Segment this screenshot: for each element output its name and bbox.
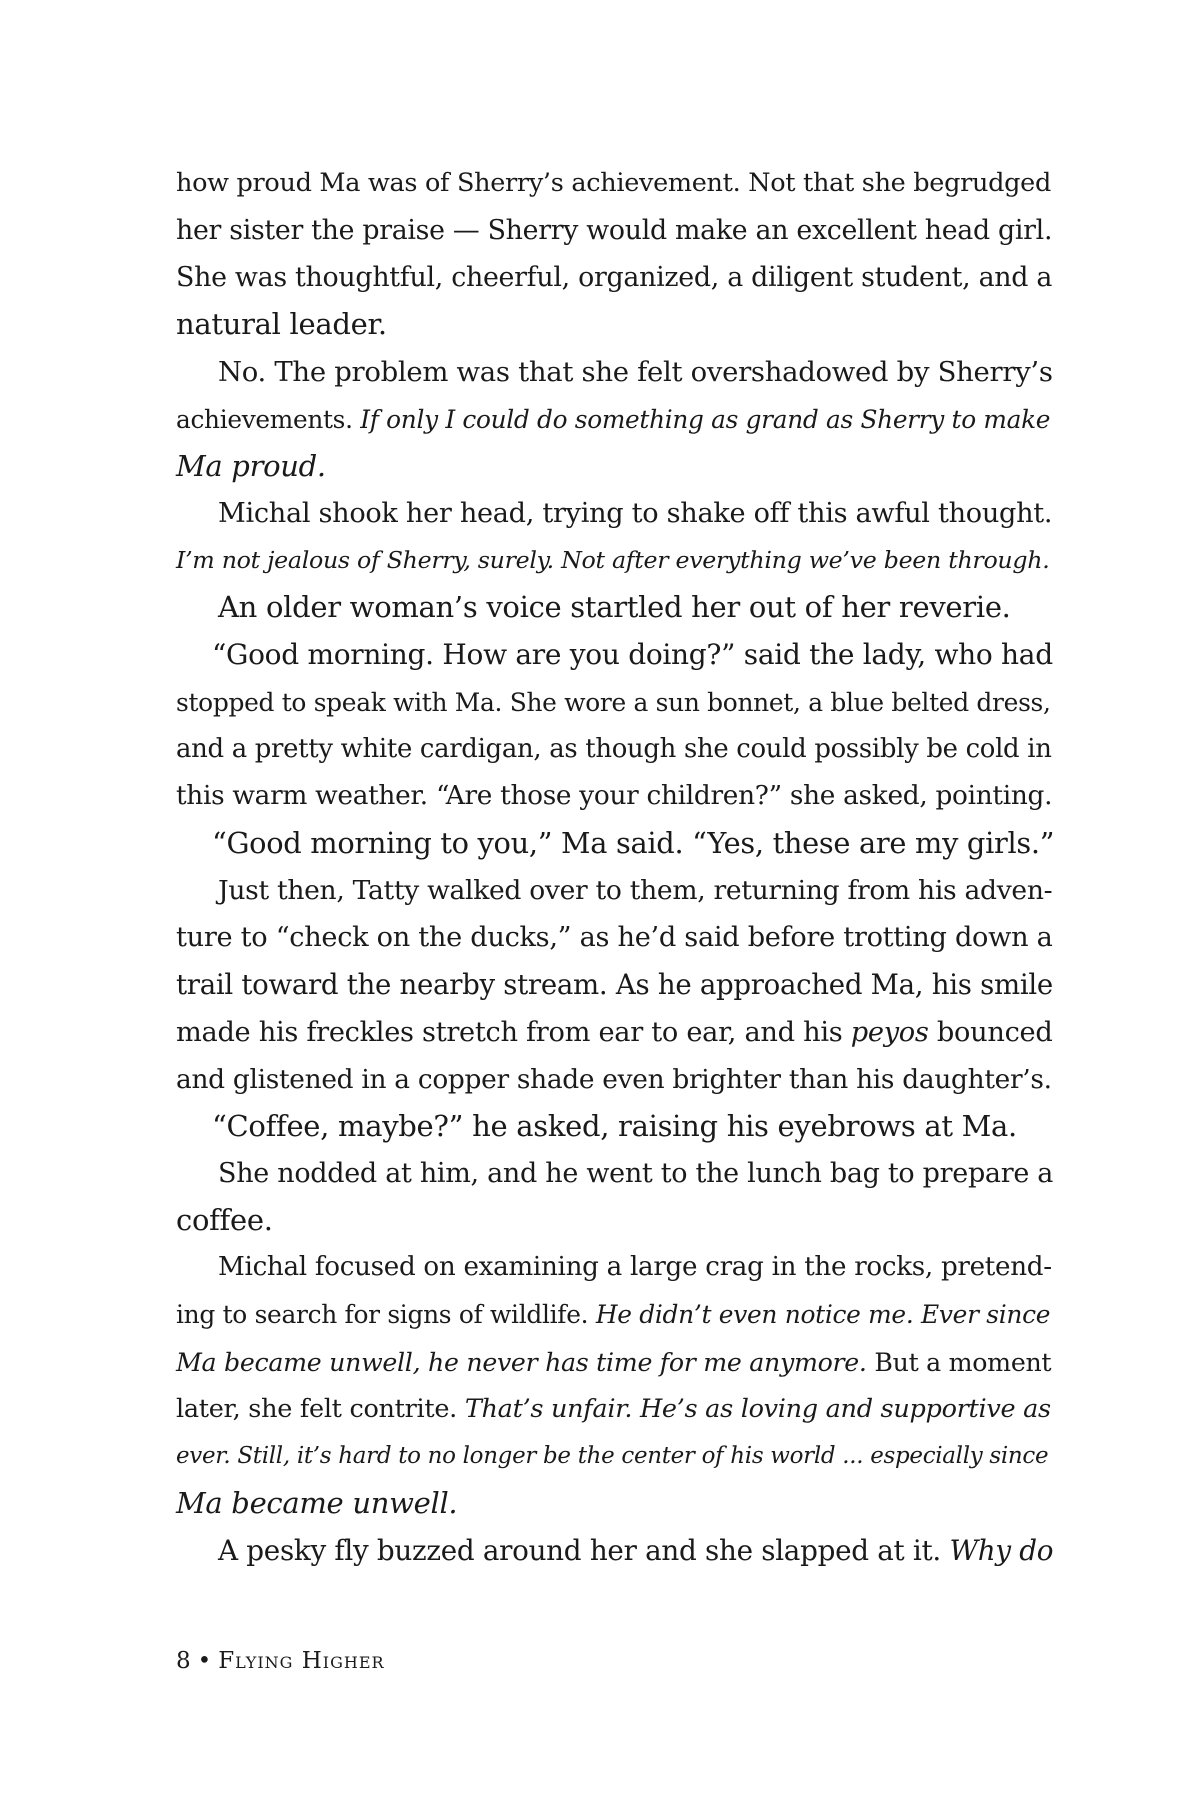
italic-text: Ma became unwell. xyxy=(176,1485,458,1520)
text: made his freckles stretch from ear to ear, and his xyxy=(176,1016,851,1048)
text: “Coffee, maybe?” he asked, raising his eyebrows at Ma. xyxy=(212,1108,1017,1143)
text-line xyxy=(176,1244,1054,1291)
text-line xyxy=(176,254,1054,301)
italic-text: If only I could do something as grand as Sherry to make xyxy=(360,404,1051,434)
text-line xyxy=(176,1056,1054,1103)
text: this warm weather. “Are those your children?” she asked, pointing. xyxy=(176,780,1053,811)
text: and glistened in a copper shade even brighter than his daughter’s. xyxy=(176,1063,1052,1095)
italic-text: Ma became unwell, he never has time for me anymore. xyxy=(176,1347,867,1377)
text-line xyxy=(176,631,1054,678)
text-line xyxy=(176,584,1054,631)
text-line xyxy=(176,443,1054,490)
text-line xyxy=(176,726,1054,773)
text-line xyxy=(176,679,1054,726)
text: coffee. xyxy=(176,1203,273,1238)
text: her sister the praise — Sherry would make an excellent head girl. xyxy=(176,215,1053,247)
italic-text: Why do xyxy=(949,1534,1054,1568)
text-line xyxy=(176,1197,1054,1244)
text-line xyxy=(176,867,1054,914)
text-line xyxy=(176,349,1054,396)
text-line xyxy=(176,914,1054,961)
text-line xyxy=(176,1527,1054,1574)
text: later, she felt contrite. xyxy=(176,1393,465,1424)
text-line xyxy=(176,773,1054,820)
text: But a moment xyxy=(866,1347,1052,1377)
text-line xyxy=(176,396,1054,443)
text: She nodded at him, and he went to the lunch bag to prepare a xyxy=(218,1157,1054,1189)
italic-text: That’s unfair. He’s as loving and supportive as xyxy=(464,1393,1051,1424)
text-line xyxy=(176,820,1054,867)
italic-text: I’m not jealous of Sherry, surely. Not after everything we’ve been through. xyxy=(176,546,1050,575)
footer-separator: • xyxy=(197,1648,213,1674)
text: how proud Ma was of Sherry’s achievement. Not that she begrudged xyxy=(176,168,1051,198)
text: trail toward the nearby stream. As he approached Ma, his smile xyxy=(176,968,1053,1002)
text: A pesky fly buzzed around her and she slapped at it. xyxy=(218,1534,950,1568)
italic-text: Ma proud. xyxy=(176,448,326,483)
text-line xyxy=(176,1291,1054,1338)
text-line xyxy=(176,537,1054,584)
text-line xyxy=(176,160,1054,207)
text: Michal shook her head, trying to shake off this awful thought. xyxy=(218,497,1053,529)
text-line xyxy=(176,1386,1054,1433)
text-line xyxy=(176,1480,1054,1527)
text: and a pretty white cardigan, as though she could possibly be cold in xyxy=(176,733,1052,764)
text-line xyxy=(176,1103,1054,1150)
text-line xyxy=(176,490,1054,537)
body-text xyxy=(176,160,1054,1574)
page-footer xyxy=(176,1648,385,1674)
text-line xyxy=(176,1339,1054,1386)
text: ture to “check on the ducks,” as he’d said before trotting down a xyxy=(176,922,1053,954)
running-title: Flying Higher xyxy=(218,1648,385,1674)
text: stopped to speak with Ma. She wore a sun bonnet, a blue belted dress, xyxy=(176,687,1051,717)
text-line xyxy=(176,207,1054,254)
text-line xyxy=(176,1150,1054,1197)
text: Michal focused on examining a large crag in the rocks, pretend- xyxy=(218,1252,1052,1283)
text: No. The problem was that she felt overshadowed by Sherry’s xyxy=(218,355,1053,388)
text-line xyxy=(176,1009,1054,1056)
text-line xyxy=(176,301,1054,348)
text: “Good morning to you,” Ma said. “Yes, these are my girls.” xyxy=(212,825,1055,860)
text-line xyxy=(176,1433,1054,1480)
text: ing to search for signs of wildlife. xyxy=(176,1300,596,1330)
text: natural leader. xyxy=(176,307,387,342)
text-line xyxy=(176,961,1054,1008)
text: bounced xyxy=(928,1016,1053,1048)
text: achievements. xyxy=(176,404,361,434)
text: “Good morning. How are you doing?” said the lady, who had xyxy=(212,638,1053,672)
text: She was thoughtful, cheerful, organized, a diligent student, and a xyxy=(176,262,1053,294)
italic-text: peyos xyxy=(850,1016,929,1048)
text: Just then, Tatty walked over to them, returning from his adven- xyxy=(218,875,1053,907)
page-number: 8 xyxy=(176,1648,192,1674)
italic-text: He didn’t even notice me. Ever since xyxy=(595,1300,1051,1330)
italic-text: ever. Still, it’s hard to no longer be the center of his world ... especially since xyxy=(176,1442,1049,1469)
text: An older woman’s voice startled her out of her reverie. xyxy=(218,590,1011,625)
